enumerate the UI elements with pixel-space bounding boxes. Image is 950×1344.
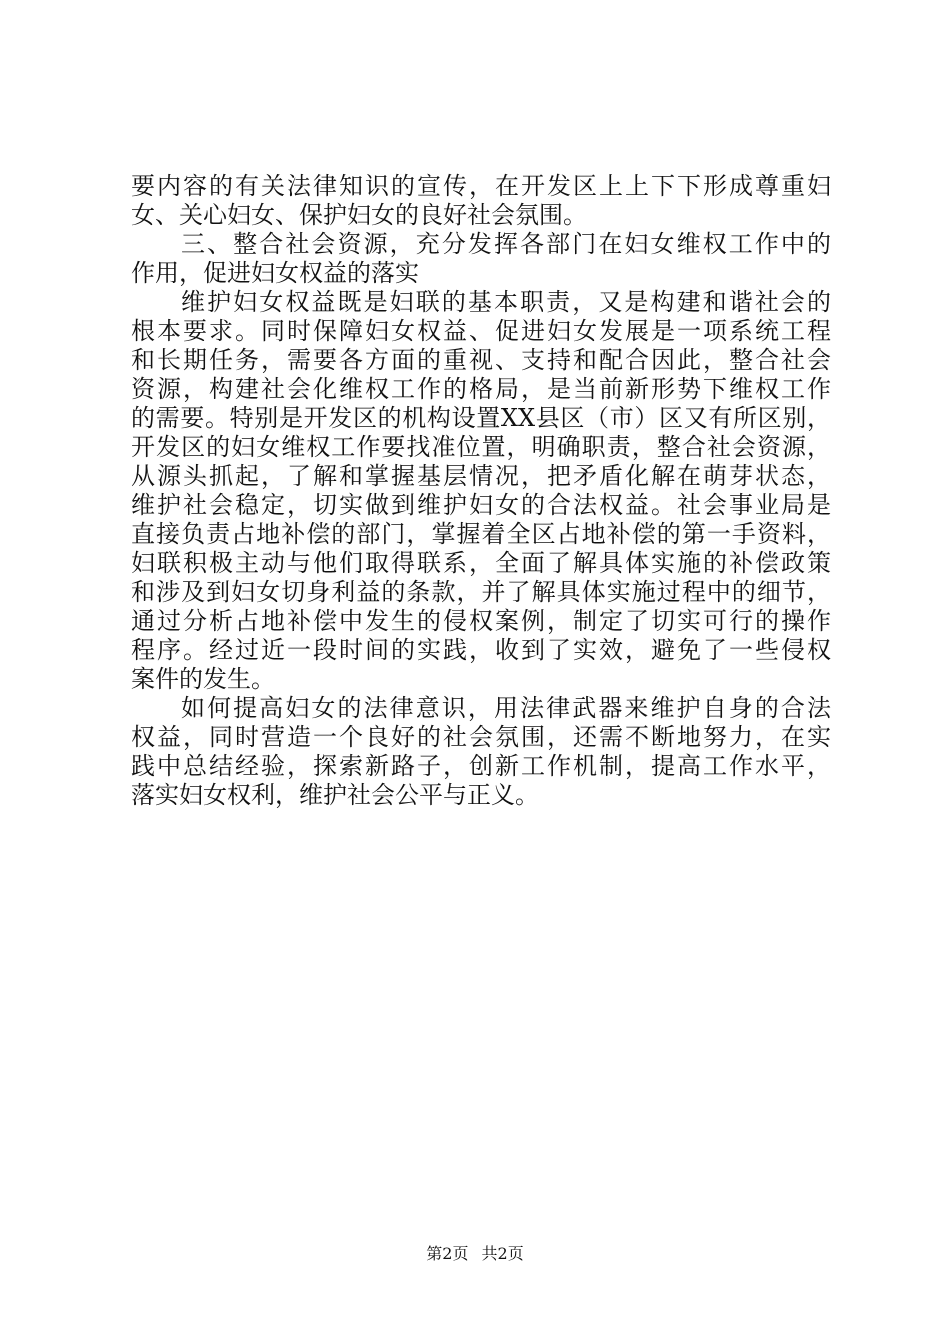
text-line: 开发区的妇女维权工作要找准位置，明确职责，整合社会资源， — [131, 433, 831, 461]
section-heading-line: 三、整合社会资源，充分发挥各部门在妇女维权工作中的 — [181, 230, 831, 258]
text-line: 和长期任务，需要各方面的重视、支持和配合因此，整合社会 — [131, 346, 831, 374]
text-line: 资源，构建社会化维权工作的格局，是当前新形势下维权工作 — [131, 375, 831, 403]
text-line: 程序。经过近一段时间的实践，收到了实效，避免了一些侵权 — [131, 636, 831, 664]
text-line: 妇联积极主动与他们取得联系，全面了解具体实施的补偿政策 — [131, 549, 831, 577]
page-number-total: 共2页 — [481, 1244, 524, 1263]
text-line: 案件的发生。 — [131, 665, 275, 693]
text-line: 要内容的有关法律知识的宣传，在开发区上上下下形成尊重妇 — [131, 172, 831, 200]
page-number-current: 第2页 — [426, 1244, 469, 1263]
section-heading-line: 作用，促进妇女权益的落实 — [131, 259, 419, 287]
text-line: 女、关心妇女、保护妇女的良好社会氛围。 — [131, 201, 587, 229]
text-line: 落实妇女权利，维护社会公平与正义。 — [131, 781, 539, 809]
text-line: 通过分析占地补偿中发生的侵权案例，制定了切实可行的操作 — [131, 607, 831, 635]
document-body — [131, 172, 831, 810]
text-line: 根本要求。同时保障妇女权益、促进妇女发展是一项系统工程 — [131, 317, 831, 345]
text-line: 和涉及到妇女切身利益的条款，并了解具体实施过程中的细节， — [131, 578, 831, 606]
page-footer — [0, 1244, 950, 1264]
text-line: 的需要。特别是开发区的机构设置XX县区（市）区又有所区别， — [131, 404, 831, 432]
text-line: 践中总结经验，探索新路子，创新工作机制，提高工作水平， — [131, 752, 831, 780]
text-line: 直接负责占地补偿的部门，掌握着全区占地补偿的第一手资料， — [131, 520, 831, 548]
text-line: 如何提高妇女的法律意识，用法律武器来维护自身的合法 — [181, 694, 831, 722]
text-line: 从源头抓起，了解和掌握基层情况，把矛盾化解在萌芽状态， — [131, 462, 831, 490]
text-line: 维护妇女权益既是妇联的基本职责，又是构建和谐社会的 — [181, 288, 831, 316]
text-line: 权益，同时营造一个良好的社会氛围，还需不断地努力，在实 — [131, 723, 831, 751]
text-line: 维护社会稳定，切实做到维护妇女的合法权益。社会事业局是 — [131, 491, 831, 519]
